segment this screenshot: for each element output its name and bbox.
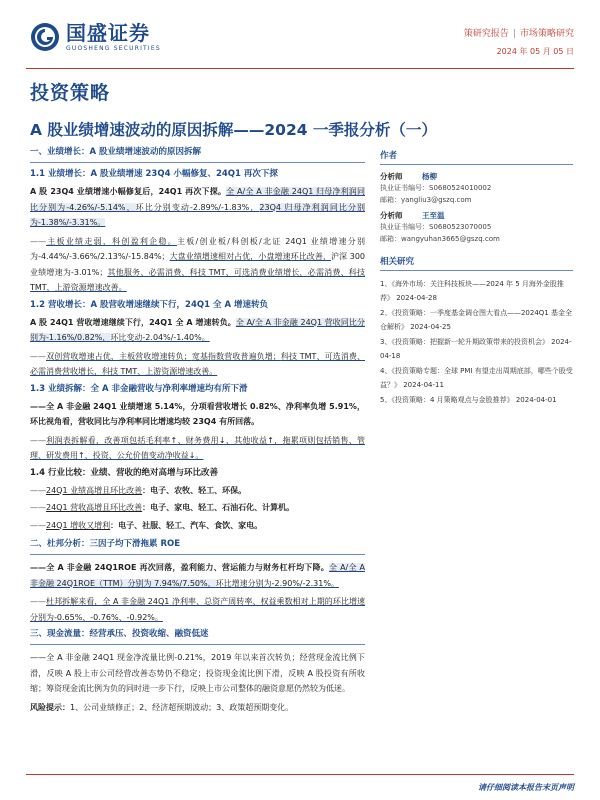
paragraph-2-a [30, 560, 365, 591]
paragraph-1-1-b [30, 234, 365, 296]
paragraph-1-2-b-text3: 科技 TMT、可选消费、必需消费营收增长，科技 TMT、上游资源增速改善。 [30, 351, 366, 376]
paragraph-1-1-b-text2: 主板/创业板/科创板/北证 24Q1 业绩增速分别为-4.44%/-3.66%/2.13%/-15.84%； [30, 236, 365, 261]
industry-item-dash: —— [30, 503, 46, 512]
paragraph-1-2-a-lead: A 股 24Q1 营收增速继续下行，24Q1 全 A 增速转负。 [30, 317, 236, 327]
main-column [30, 146, 365, 718]
risk-text: 1、公司业绩修正；2、经济超预期波动；3、政策超预期变化。 [70, 702, 294, 712]
paragraph-1-2-b-text2: 宽基指数营收普遍负增； [191, 351, 281, 361]
analyst-email[interactable]: 邮箱：yangliu3@gszq.com [380, 196, 472, 204]
related-report-link[interactable]: 3、《投资策略：把握新一轮升期政策带来的投资机会》 2024-04-18 [380, 338, 572, 360]
footer-disclaimer: 请仔细阅读本报告末页声明 [478, 783, 574, 792]
paragraph-1-3-a [30, 399, 365, 430]
analyst-license: 执业证书编号：S0680523070005 [380, 223, 492, 231]
analyst-license: 执业证书编号：S0680524010002 [380, 184, 492, 192]
industry-item-value: ：电子、社服、轻工、汽车、食饮、家电。 [110, 520, 263, 530]
risk-label: 风险提示： [30, 702, 70, 712]
paragraph-1-1-a-text2: 环比分别变动-2.89%/-1.83%， [135, 202, 260, 212]
paragraph-1-2-b [30, 349, 365, 380]
analyst-card [380, 171, 573, 206]
report-type: 策研究报告 [463, 29, 509, 39]
paragraph-1-1-a [30, 184, 365, 231]
paragraph-1-1-a-lead: A 股 23Q4 业绩增速小幅修复后，24Q1 再次下探。 [30, 187, 227, 196]
section-heading-2: 二、杜邦分析：三因子均下滑拖累 ROE [30, 538, 365, 555]
logo-en-text: GUOSHENG SECURITIES [66, 45, 161, 52]
paragraph-1-1-a-text1: 全 A/全 A 非金融 24Q1 归母净利润同比分别为-4.26%/-5.14%， [30, 187, 365, 212]
logo-cn-text: 国盛证券 [66, 21, 150, 45]
paragraph-2-a-text2: 环比增速分别为-2.90%/-2.31%。 [215, 578, 339, 588]
paragraph-1-3-a-text: ——全 A 非金融 24Q1 业绩增速 5.14%，分项看营收增长 0.82%、净利率负增 5.91%，环比视角看，营收同比与净利率同比增速均较 23Q4 有所回落。 [30, 401, 365, 426]
related-title: 相关研究 [380, 255, 573, 271]
analyst-name: 杨柳 [422, 172, 437, 181]
logo-mark-icon [30, 22, 60, 52]
subsection-heading-1-4: 1.4 行业比较：业绩、营收的绝对高增与环比改善 [30, 467, 219, 478]
paragraph-1-2-a [30, 315, 365, 346]
company-logo [30, 22, 161, 52]
section-heading-1: 一、业绩增长：A 股业绩增速波动的原因拆解 [30, 146, 365, 163]
industry-item-label: 24Q1 业绩高增且环比改善 [46, 485, 143, 495]
paragraph-1-2-a-text1: 全 A/全 A 非金融 24Q1 营收同比分别为-1.16%/0.82%， [30, 317, 366, 342]
section-tag: 投资策略 [30, 82, 111, 104]
report-subtype: 市场策略研究 [519, 29, 574, 39]
header-divider [26, 68, 574, 69]
industry-item [30, 483, 365, 499]
related-research [380, 255, 573, 407]
paragraph-1-1-b-text5: 其他服务、必需消费、科技 TMT、可选消费业绩增长，必需消费、科技 TMT，上游资源增速改善。 [30, 267, 365, 292]
authors-title: 作者 [380, 149, 573, 165]
paragraph-1-1-b-text1: 主板业绩走弱，科创盈利企稳。 [46, 236, 177, 246]
paragraph-2-a-text1: 全 A/全 A 非金融 24Q1ROE（TTM）分别为 7.94%/7.50%， [30, 563, 365, 588]
analyst-email[interactable]: 邮箱：wangyuhan3665@gszq.com [380, 235, 500, 243]
related-report-link[interactable]: 5、《投资策略：4 月策略观点与金股推荐》 2024-04-01 [380, 396, 557, 404]
paragraph-2-b-dash: —— [30, 597, 46, 606]
report-type-line [464, 26, 574, 39]
page-header [0, 0, 600, 80]
paragraph-1-2-b-dash: —— [30, 351, 46, 361]
analyst-role: 分析师 [380, 211, 403, 220]
related-report-link[interactable]: 2、《投资策略：一季度基金调仓图大看点——2024Q1 基金全仓解析》 2024-04-25 [380, 309, 572, 331]
related-report-link[interactable]: 4、《投资策略专题：全球 PMI 有望走出周期底部，哪些个股受益？》 2024-04-11 [380, 367, 573, 389]
risk-warning [30, 700, 365, 716]
section-heading-3: 三、现金流量：经营承压、投资收缩、融资低迷 [30, 628, 365, 645]
paragraph-1-3-b-text: 利润表拆解看，改善项包括毛利率↑、财务费用↓、其他收益↑，拖累项则包括销售、管理、研发费用↑，投资、公允价值变动净收益↓。 [30, 435, 365, 460]
subsection-heading-1-1: 1.1 业绩增长：A 股业绩增速 23Q4 小幅修复、24Q1 再次下探 [30, 169, 278, 179]
analyst-role: 分析师 [380, 172, 403, 181]
paragraph-1-3-b-dash: —— [30, 435, 46, 445]
industry-item-label: 24Q1 营收高增且环比改善 [46, 503, 143, 512]
industry-item-value: ：电子、家电、轻工、石油石化、计算机。 [142, 503, 295, 512]
industry-item-value: ：电子、农牧、轻工、环保。 [142, 485, 247, 495]
analyst-name: 王至温 [422, 211, 445, 220]
report-title: A 股业绩增速波动的原因拆解——2024 一季报分析（一） [30, 121, 437, 139]
analyst-card [380, 210, 573, 245]
paragraph-1-2-a-text2: 环比变动-2.04%/-1.40%。 [110, 333, 210, 342]
paragraph-1-1-b-text3: 大盘业绩增速相对占优，小盘增速环比改善， [169, 252, 331, 261]
paragraph-2-b-text: 杜邦拆解来看，全 A 非金融 24Q1 净利率、总资产周转率、权益乘数相对上期的环比增速分别为-0.65%、-0.76%、-0.92%。 [30, 597, 365, 622]
industry-item-dash: —— [30, 520, 46, 530]
paragraph-1-3-b [30, 433, 365, 464]
industry-item [30, 518, 365, 534]
paragraph-2-a-lead: ——全 A 非金融 24Q1ROE 再次回落，盈利能力、营运能力与财务杠杆均下降。 [30, 563, 330, 572]
paragraph-1-2-b-text1: 双创营收增速占优，主板营收增速转负； [46, 351, 192, 361]
paragraph-1-1-a-text3: 23Q4 归母净利润同比分别为-1.38%/-3.31%。 [30, 202, 366, 227]
industry-item-label: 24Q1 增收又增利 [46, 520, 111, 530]
industry-item-dash: —— [30, 485, 46, 495]
industry-item [30, 500, 365, 516]
report-date: 2024 年 05 月 05 日 [496, 47, 574, 56]
paragraph-2-b [30, 594, 365, 625]
paragraph-1-1-b-dash: —— [30, 236, 46, 246]
page-footer [0, 774, 600, 800]
subsection-heading-1-2: 1.2 营收增长：A 股营收增速继续下行，24Q1 全 A 增速转负 [30, 299, 268, 310]
report-meta [464, 26, 574, 57]
footer-divider [26, 774, 574, 775]
related-report-link[interactable]: 1、《海外市场：关注科技板块——2024 年 5 月海外金股推荐》 2024-04-28 [380, 280, 564, 302]
paragraph-1-1-b-text4: 沪深 300 业绩增速为-3.01%； [30, 252, 365, 277]
sidebar [380, 149, 573, 408]
paragraph-3-a: ——全 A 非金融 24Q1 现金净流量比例-0.21%，2019 年以来首次转负；经营现金流比例下滑，反映 A 股上市公司经营改善态势仍不稳定；投资现金流比例下滑，反映 A 股投资有所收缩；筹资现金流比例为负的同时进一步下行，反映上市公司整体的融资意愿仍然较为低迷。 [30, 653, 365, 693]
subsection-heading-1-3: 1.3 业绩拆解：全 A 非金融营收与净利率增速均有所下滑 [30, 383, 248, 394]
report-type-separator: | [512, 29, 516, 39]
